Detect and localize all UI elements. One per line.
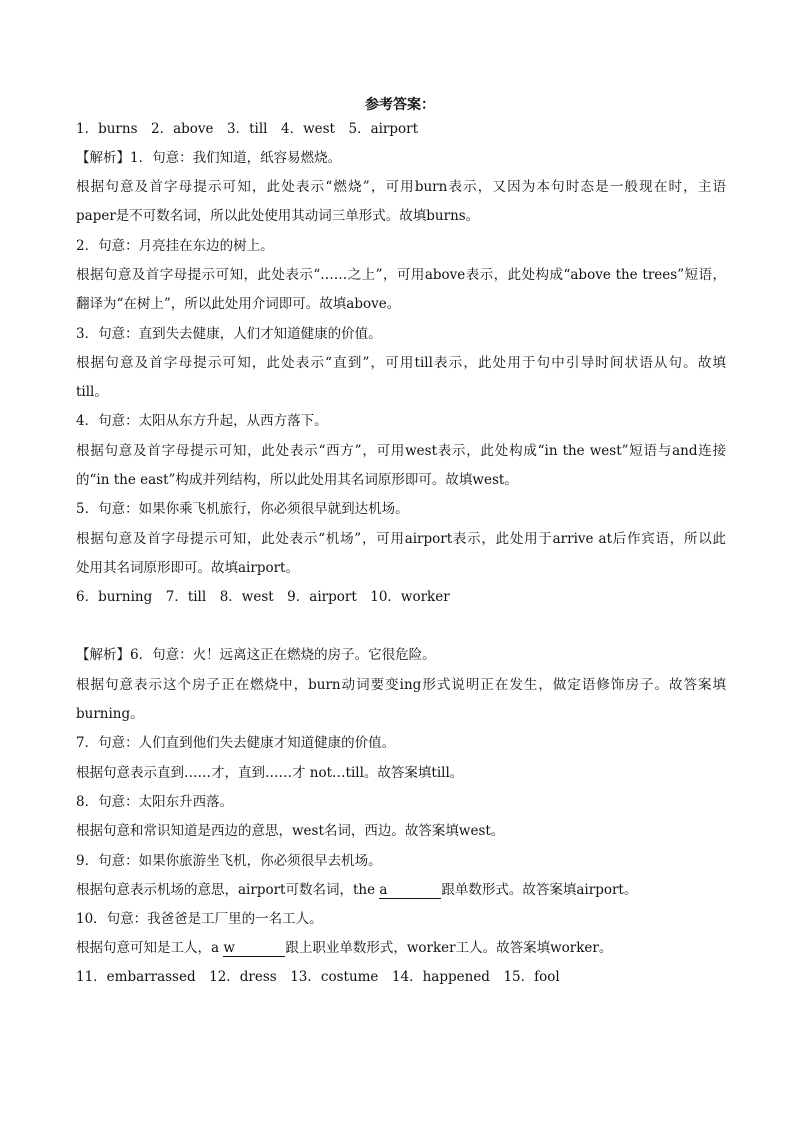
analysis-4-text-cont: 的“in the east”构成并列结构，所以此处用其名词原形即可。故填west。: [76, 472, 518, 488]
analysis-10-text-before: 根据句意可知是工人，a: [76, 940, 224, 956]
analysis-5-text: 根据句意及首字母提示可知，此处表示“机场”，可用airport表示，此处用于arrive at后作宾语，所以此: [76, 531, 726, 547]
analysis-8-meaning: 8．句意：太阳东升西落。: [76, 794, 234, 810]
analysis-5-meaning: 5．句意：如果你乘飞机旅行，你必须很早就到达机场。: [76, 501, 409, 517]
analysis-10-text-after: 跟上职业单数形式，worker工人。故答案填worker。: [285, 940, 613, 956]
answers-6-10: 6．burning 7．till 8．west 9．airport 10．worker: [76, 589, 450, 605]
analysis-8-text: 根据句意和常识知道是西边的意思，west名词，西边。故答案填west。: [76, 823, 505, 839]
analysis-5-text-cont: 处用其名词原形即可。故填airport。: [76, 560, 299, 576]
analysis-9-text-after: 跟单数形式。故答案填airport。: [441, 882, 638, 898]
analysis-7-text: 根据句意表示直到……才，直到……才 not…till。故答案填till。: [76, 765, 464, 781]
analysis-4-meaning: 4．句意：太阳从东方升起，从西方落下。: [76, 413, 328, 429]
analysis-3-meaning: 3．句意：直到失去健康，人们才知道健康的价值。: [76, 326, 382, 342]
analysis-1-text: 根据句意及首字母提示可知，此处表示“燃烧”，可用burn表示，又因为本句时态是一般现在时，主语: [76, 179, 726, 195]
answers-1-5: 1．burns 2．above 3．till 4．west 5．airport: [76, 121, 419, 137]
analysis-6-meaning: 【解析】6．句意：火！远离这正在燃烧的房子。它很危险。: [76, 647, 436, 663]
analysis-7-meaning: 7．句意：人们直到他们失去健康才知道健康的价值。: [76, 735, 396, 751]
analysis-2-text: 根据句意及首字母提示可知，此处表示“……之上”，可用above表示，此处构成“above the trees”短语，: [76, 267, 726, 283]
analysis-1-text-cont: paper是不可数名词，所以此处使用其动词三单形式。故填burns。: [76, 208, 480, 224]
analysis-9-blank: a: [379, 882, 441, 899]
analysis-6-text-cont: burning。: [76, 706, 144, 722]
analysis-10-text: [76, 937, 726, 959]
analysis-3-text-cont: till。: [76, 384, 108, 400]
analysis-4-text: 根据句意及首字母提示可知，此处表示“西方”，可用west表示，此处构成“in the west”短语与and连接: [76, 443, 726, 459]
analysis-1-meaning: 【解析】1．句意：我们知道，纸容易燃烧。: [76, 150, 342, 166]
analysis-9-text: [76, 879, 726, 901]
page-title: 参考答案：: [365, 97, 435, 113]
analysis-6-text: 根据句意表示这个房子正在燃烧中，burn动词要变ing形式说明正在发生，做定语修饰房子。故答案填: [76, 677, 726, 693]
analysis-9-text-before: 根据句意表示机场的意思，airport可数名词，the: [76, 882, 380, 898]
analysis-10-meaning: 10．句意：我爸爸是工厂里的一名工人。: [76, 911, 323, 927]
analysis-3-text: 根据句意及首字母提示可知，此处表示“直到”，可用till表示，此处用于句中引导时间状语从句。故填: [76, 355, 726, 371]
analysis-9-meaning: 9．句意：如果你旅游坐飞机，你必须很早去机场。: [76, 853, 382, 869]
analysis-10-blank: w: [223, 940, 285, 957]
analysis-2-meaning: 2．句意：月亮挂在东边的树上。: [76, 238, 274, 254]
answers-11-15: 11．embarrassed 12．dress 13．costume 14．happened 15．fool: [76, 969, 560, 985]
analysis-2-text-cont: 翻译为“在树上”，所以此处用介词即可。故填above。: [76, 296, 401, 312]
